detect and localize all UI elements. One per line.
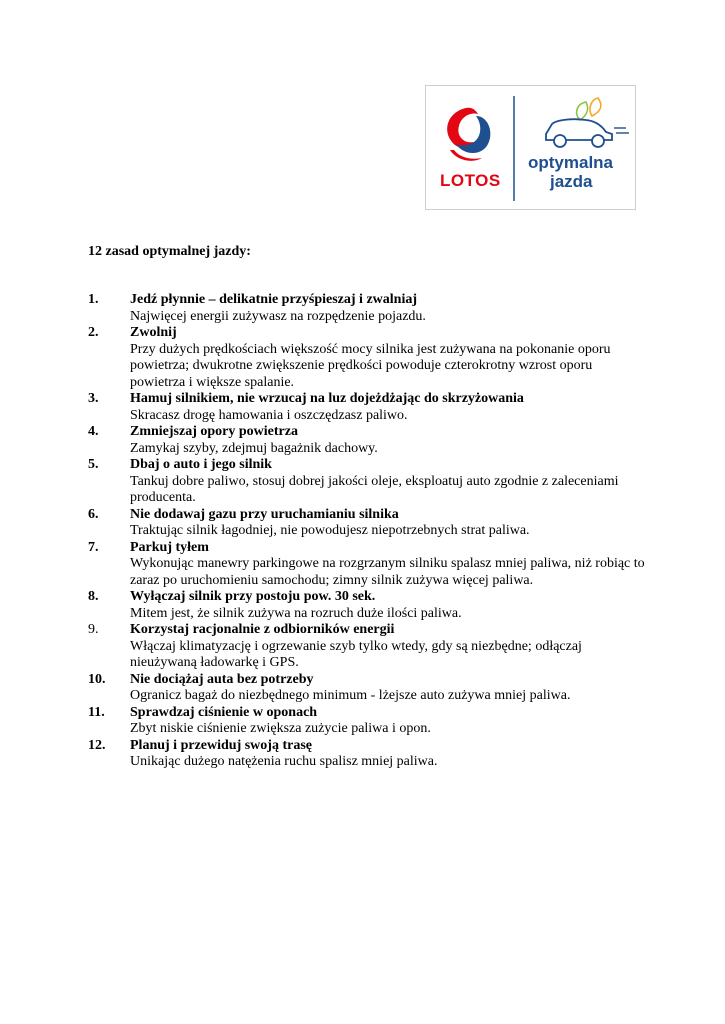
rule-number: 3. <box>88 391 99 406</box>
rule-item <box>88 705 648 738</box>
rule-item <box>88 424 648 457</box>
rule-number: 10. <box>88 671 106 687</box>
rule-item <box>88 325 648 391</box>
rule-title: Planuj i przewiduj swoją trasę <box>130 737 312 753</box>
rule-number: 7. <box>88 539 99 555</box>
rule-item <box>88 457 648 507</box>
rule-description: Zbyt niskie ciśnienie zwiększa zużycie paliwa i opon. <box>130 721 431 736</box>
rule-number: 8. <box>88 589 99 604</box>
rule-title: Sprawdzaj ciśnienie w oponach <box>130 704 318 720</box>
rule-item <box>88 292 648 325</box>
rule-number: 4. <box>88 424 99 439</box>
rule-number: 12. <box>88 737 106 753</box>
rule-item <box>88 672 648 705</box>
tagline-line1: optymalna <box>528 153 614 172</box>
rule-description: Zamykaj szyby, zdejmuj bagażnik dachowy. <box>130 440 378 456</box>
eco-car-icon <box>546 98 629 147</box>
rule-number: 6. <box>88 506 99 522</box>
rule-number: 11. <box>88 704 105 720</box>
rule-description: Mitem jest, że silnik zużywa na rozruch duże ilości paliwa. <box>130 605 462 621</box>
rule-description: Wykonując manewry parkingowe na rozgrzanym silniku spalasz mniej paliwa, niż robiąc to zaraz po uruchomieniu samochodu; zimny silnik zużywa więcej paliwa. <box>130 556 645 588</box>
rule-title: Hamuj silnikiem, nie wrzucaj na luz dojeżdżając do skrzyżowania <box>130 391 524 406</box>
rule-title: Zwolnij <box>130 325 177 340</box>
rule-number: 9. <box>88 622 99 637</box>
rule-number: 2. <box>88 325 99 340</box>
rule-item <box>88 738 648 771</box>
rule-title: Dbaj o auto i jego silnik <box>130 457 272 472</box>
rules-list <box>88 292 648 771</box>
rule-title: Korzystaj racjonalnie z odbiorników energii <box>130 622 395 637</box>
rule-title: Parkuj tyłem <box>130 539 209 555</box>
lotos-emblem-icon <box>447 108 490 161</box>
rule-title: Nie dodawaj gazu przy uruchamianiu silnika <box>130 506 399 522</box>
rule-item <box>88 622 648 672</box>
rule-item <box>88 540 648 590</box>
rule-item <box>88 507 648 540</box>
rule-title: Wyłączaj silnik przy postoju pow. 30 sek. <box>130 589 376 604</box>
document-heading: 12 zasad optymalnej jazdy: <box>88 244 251 259</box>
rule-description: Unikając dużego natężenia ruchu spalisz mniej paliwa. <box>130 754 438 769</box>
rule-title: Jedź płynnie – delikatnie przyśpieszaj i zwalniaj <box>130 292 417 307</box>
rule-description: Włączaj klimatyzację i ogrzewanie szyb tylko wtedy, gdy są niezbędne; odłączaj nieużywaną ładowarkę i GPS. <box>130 638 582 670</box>
lotos-optymalna-jazda-logo <box>426 86 637 211</box>
logo-box <box>425 85 636 210</box>
rule-description: Traktując silnik łagodniej, nie powodujesz niepotrzebnych strat paliwa. <box>130 523 530 538</box>
rule-number: 1. <box>88 292 99 307</box>
rule-number: 5. <box>88 457 99 472</box>
rule-description: Przy dużych prędkościach większość mocy silnika jest zużywana na pokonanie oporu powietrza; dwukrotne zwiększenie prędkości powoduje czterokrotny wzrost oporu powietrza i większe spalanie. <box>130 341 611 390</box>
brand-name: LOTOS <box>440 171 501 190</box>
rule-description: Skracasz drogę hamowania i oszczędzasz paliwo. <box>130 407 408 423</box>
rule-description: Najwięcej energii zużywasz na rozpędzenie pojazdu. <box>130 308 426 324</box>
rule-item <box>88 391 648 424</box>
rule-description: Tankuj dobre paliwo, stosuj dobrej jakości oleje, eksploatuj auto zgodnie z zaleceniami producenta. <box>130 473 619 505</box>
rule-item <box>88 589 648 622</box>
tagline-line2: jazda <box>550 172 593 191</box>
rule-title: Nie dociążaj auta bez potrzeby <box>130 671 314 687</box>
rule-description: Ogranicz bagaż do niezbędnego minimum - lżejsze auto zużywa mniej paliwa. <box>130 688 571 703</box>
rule-title: Zmniejszaj opory powietrza <box>130 424 298 439</box>
